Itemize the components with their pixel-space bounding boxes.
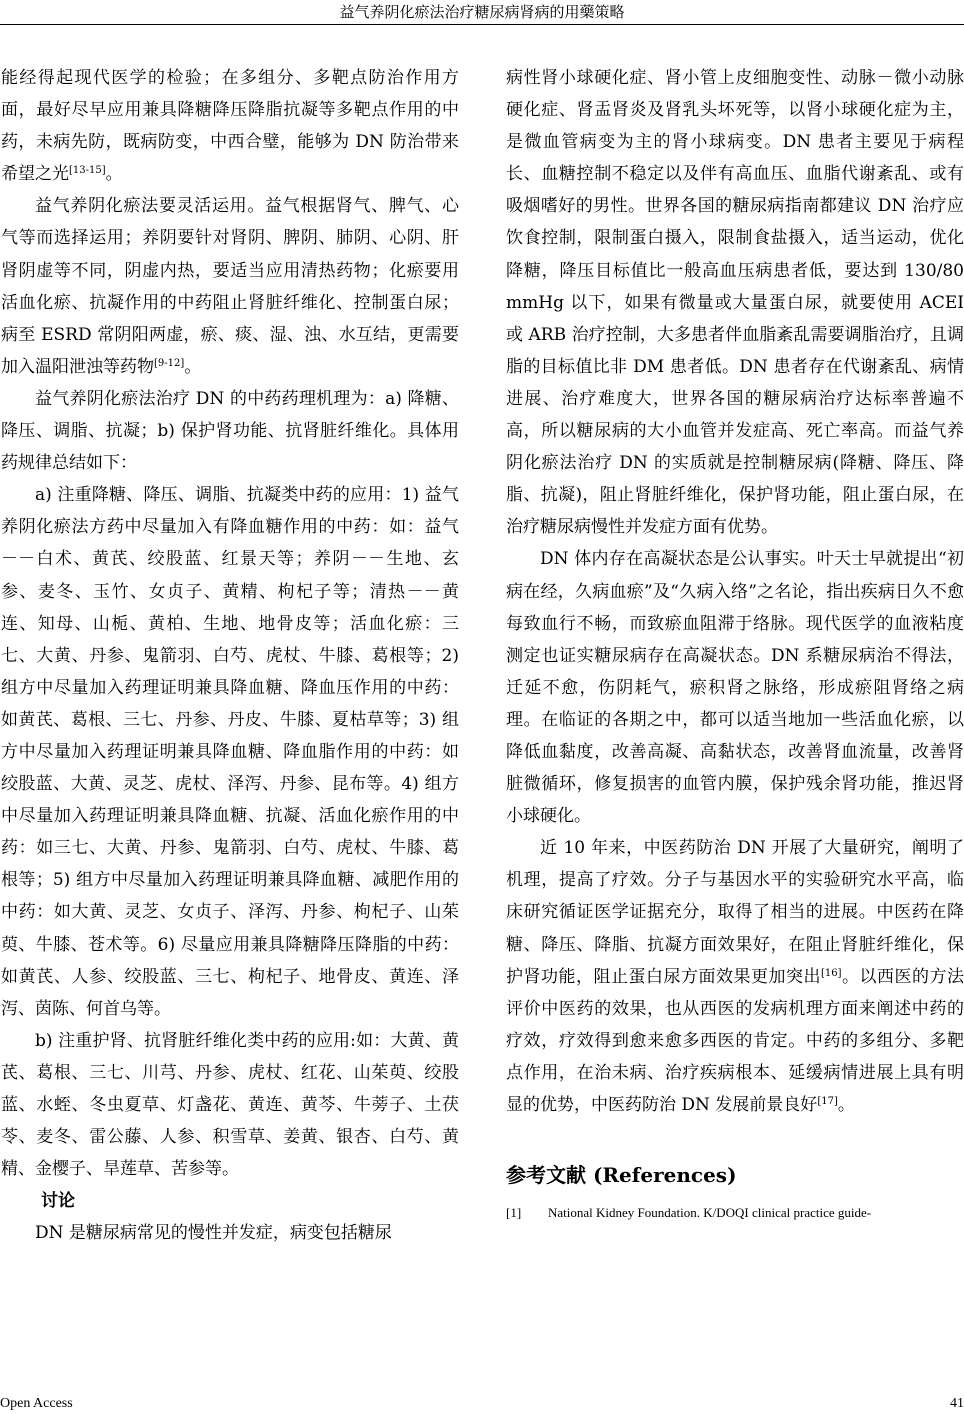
citation: [9-12] [154,357,185,369]
left-column [1,62,459,1249]
body-paragraph [1,190,459,383]
citation: [17] [817,1096,838,1107]
page-number: 41 [950,1396,964,1411]
paragraph-text: 。以西医的方法评价中医药的效果，也从西医的发病机理方面来阐述中药的疗效，疗效得到愈来愈多西医的肯定。中药的多组分、多靶点作用，在治未病、治疗疾病根本、延缓病情进展上具有明显的优势，中医药防治 DN 发展前景良好 [506,966,964,1115]
discussion-heading: 讨论 [41,1191,75,1212]
body-paragraph: a) 注重降糖、降压、调脂、抗凝类中药的应用：1) 益气养阴化瘀法方药中尽量加入有降血糖作用的中药：如：益气－－白术、黄芪、绞股蓝、红景天等；养阴－－生地、玄参、麦冬、玉竹、女贞子、黄精、枸杞子等；清热－－黄连、知母、山栀、黄柏、生地、地骨皮等；活血化瘀：三七、大黄、丹参、鬼箭羽、白芍、虎杖、牛膝、葛根等；2) 组方中尽量加入药理证明兼具降血糖、降血压作用的中药：如黄芪、葛根、三七、丹参、丹皮、牛膝、夏枯草等；3) 组方中尽量加入药理证明兼具降血糖、降血脂作用的中药：如绞股蓝、大黄、灵芝、虎杖、泽泻、丹参、昆布等。4) 组方中尽量加入药理证明兼具降血糖、抗凝、活血化瘀作用的中药：如三七、大黄、丹参、鬼箭羽、白芍、虎杖、牛膝、葛根等；5) 组方中尽量加入药理证明兼具降血糖、减肥作用的中药：如大黄、灵芝、女贞子、泽泻、丹参、枸杞子、山茱萸、牛膝、苍术等。6) 尽量应用兼具降糖降压降脂的中药：如黄芪、人参、绞股蓝、三七、枸杞子、地骨皮、黄连、泽泻、茵陈、何首乌等。 [1,485,459,1019]
body-paragraph [506,832,964,1121]
footer-open-access: Open Access [0,1396,73,1411]
citation: [16] [820,967,842,979]
paragraph-end: 。 [837,1095,855,1115]
body-paragraph [1,62,459,190]
paragraph-end: 。 [184,356,202,377]
body-paragraph: 病性肾小球硬化症、肾小管上皮细胞变性、动脉－微小动脉硬化症、肾盂肾炎及肾乳头坏死等，以肾小球硬化症为主，是微血管病变为主的肾小球病变。DN 患者主要见于病程长、血糖控制不稳定以及伴有高血压、血脂代谢紊乱、或有吸烟嗜好的男性。世界各国的糖尿病指南都建议 DN 治疗应饮食控制，限制蛋白摄入，限制食盐摄入，适当运动，优化降糖，降压目标值比一般高血压病患者低，要达到 130/80 mmHg 以下，如果有微量或大量蛋白尿，就要使用 ACEI 或 ARB 治疗控制，大多患者伴血脂紊乱需要调脂治疗，且调脂的目标值比非 DM 患者低。DN 患者存在代谢紊乱、病情进展、治疗难度大，世界各国的糖尿病治疗达标率普遍不高，所以糖尿病的大小血管并发症高、死亡率高。而益气养阴化瘀法治疗 DN 的实质就是控制糖尿病(降糖、降压、降脂、抗凝)，阻止肾脏纤维化，保护肾功能，阻止蛋白尿，在治疗糖尿病慢性并发症方面有优势。 [506,68,964,538]
body-paragraph: DN 体内存在高凝状态是公认事实。叶天士早就提出“初病在经，久病血瘀”及“久病入络”之名论，指出疾病日久不愈每致血行不畅，而致瘀血阻滞于络脉。现代医学的血液粘度测定也证实糖尿病存在高凝状态。DN 系糖尿病治不得法，迁延不愈，伤阴耗气，瘀积肾之脉络，形成瘀阻肾络之病理。在临证的各期之中，都可以适当地加一些活血化瘀，以降低血黏度，改善高凝、高黏状态，改善肾血流量，改善肾脏微循环，修复损害的血管内膜，保护残余肾功能，推迟肾小球硬化。 [506,549,964,827]
right-column [506,62,964,1223]
paragraph-text: 能经得起现代医学的检验；在多组分、多靶点防治作用方面，最好尽早应用兼具降糖降压降脂抗凝等多靶点作用的中药，未病先防，既病防变，中西合璧，能够为 DN 防治带来希望之光 [1,68,459,185]
reference-text: National Kidney Foundation. K/DOQI clinical practice guide- [548,1205,872,1221]
citation: [13-15] [69,165,106,177]
running-header [0,0,964,25]
body-paragraph: DN 是糖尿病常见的慢性并发症，病变包括糖尿 [35,1223,392,1244]
paragraph-text: 近 10 年来，中医药防治 DN 开展了大量研究，阐明了机理，提高了疗效。分子与基因水平的实验研究水平高，临床研究循证医学证据充分，取得了相当的进展。中医药在降糖、降压、降脂、抗凝方面效果好，在阻止肾脏纤维化，保护肾功能，阻止蛋白尿方面效果更加突出 [506,838,964,987]
paragraph-text: 益气养阴化瘀法要灵活运用。益气根据肾气、脾气、心气等而选择运用；养阴要针对肾阴、脾阴、肺阴、心阴、肝肾阴虚等不同，阴虚内热，要适当应用清热药物；化瘀要用活血化瘀、抗凝作用的中药阻止肾脏纤维化、控制蛋白尿；病至 ESRD 常阴阳两虚，瘀、痰、湿、浊、水互结，更需要加入温阳泄浊等药物 [1,196,459,377]
references-heading: 参考文献 (References) [506,1163,737,1188]
reference-item [506,1203,964,1223]
running-header-title: 益气养阴化瘀法治疗糖尿病肾病的用藥策略 [339,3,625,21]
paragraph-end: 。 [105,164,123,185]
running-footer [0,1394,964,1414]
body-paragraph: b) 注重护肾、抗肾脏纤维化类中药的应用:如：大黄、黄芪、葛根、三七、川芎、丹参、虎杖、红花、山茱萸、绞股蓝、水蛭、冬虫夏草、灯盏花、黄连、黄芩、牛蒡子、土茯苓、麦冬、雷公藤、人参、积雪草、姜黄、银杏、白芍、黄精、金樱子、旱莲草、苦参等。 [1,1030,459,1180]
body-paragraph: 益气养阴化瘀法治疗 DN 的中药药理机理为：a) 降糖、降压、调脂、抗凝；b) 保护肾功能、抗肾脏纤维化。具体用药规律总结如下： [1,388,459,474]
reference-number: [1] [506,1205,522,1221]
